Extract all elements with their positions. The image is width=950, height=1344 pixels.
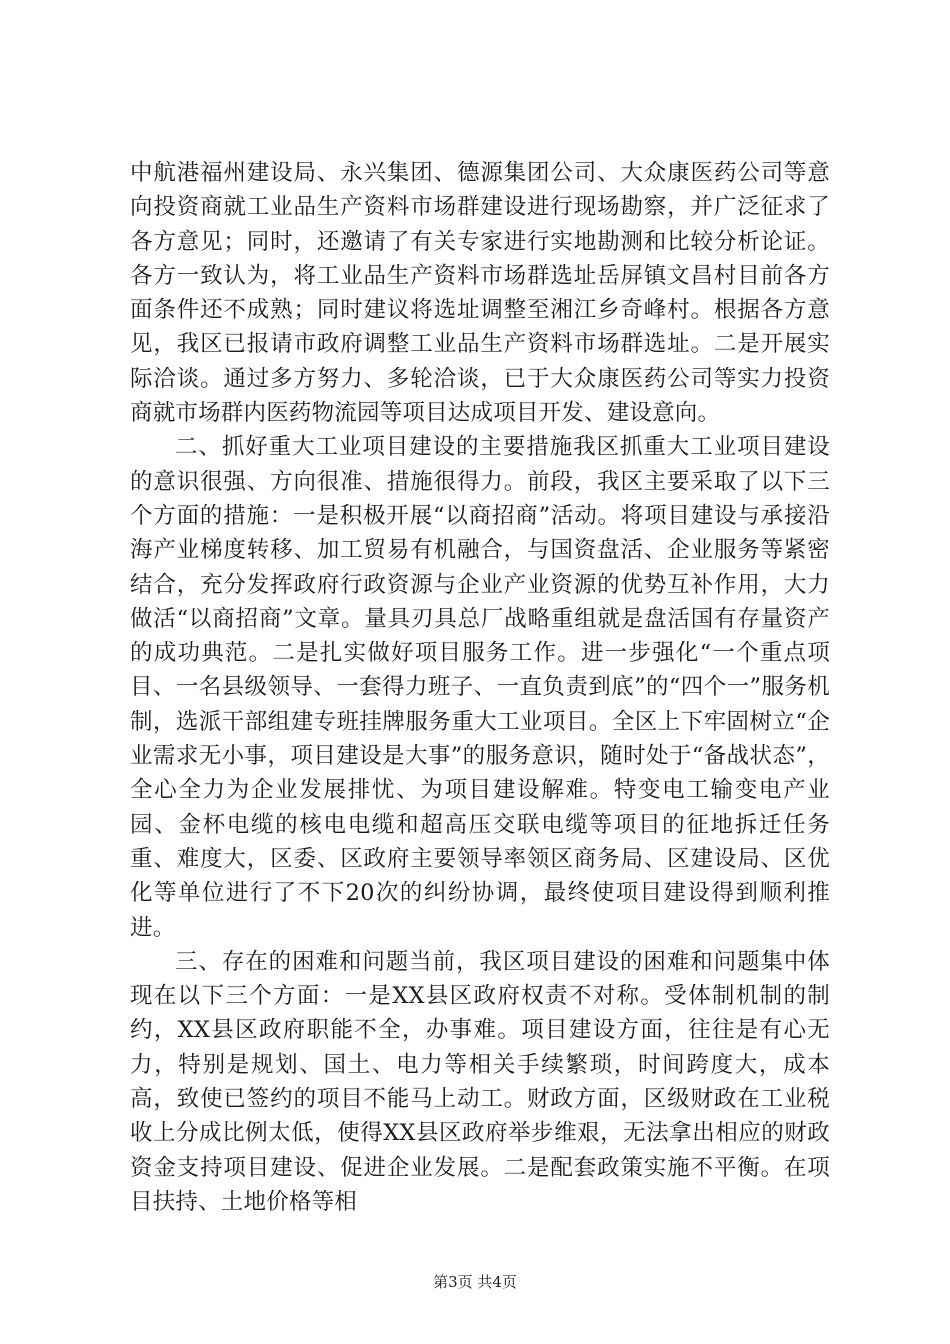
document-body xyxy=(130,156,830,1219)
page-footer: 第3页 共4页 xyxy=(433,1273,517,1291)
paragraph-2: 二、抓好重大工业项目建设的主要措施我区抓重大工业项目建设的意识很强、方向很准、措施很得力。前段，我区主要采取了以下三个方面的措施：一是积极开展“以商招商”活动。将项目建设与承接沿海产业梯度转移、加工贸易有机融合，与国资盘活、企业服务等紧密结合，充分发挥政府行政资源与企业产业资源的优势互补作用，大力做活“以商招商”文章。量具刃具总厂战略重组就是盘活国有存量资产的成功典范。二是扎实做好项目服务工作。进一步强化“一个重点项目、一名县级领导、一套得力班子、一直负责到底”的“四个一”服务机制，选派干部组建专班挂牌服务重大工业项目。全区上下牢固树立“企业需求无小事，项目建设是大事”的服务意识，随时处于“备战状态”，全心全力为企业发展排忧、为项目建设解难。特变电工输变电产业园、金杯电缆的核电电缆和超高压交联电缆等项目的征地拆迁任务重、难度大，区委、区政府主要领导率领区商务局、区建设局、区优化等单位进行了不下20次的纠纷协调，最终使项目建设得到顺利推进。 xyxy=(130,434,830,941)
paragraph-3: 三、存在的困难和问题当前，我区项目建设的困难和问题集中体现在以下三个方面：一是XX县区政府权责不对称。受体制机制的制约，XX县区政府职能不全，办事难。项目建设方面，往往是有心无力，特别是规划、国土、电力等相关手续繁琐，时间跨度大，成本高，致使已签约的项目不能马上动工。财政方面，区级财政在工业税收上分成比例太低，使得XX县区政府举步维艰，无法拿出相应的财政资金支持项目建设、促进企业发展。二是配套政策实施不平衡。在项目扶持、土地价格等相 xyxy=(130,948,830,1215)
paragraph-1: 中航港福州建设局、永兴集团、德源集团公司、大众康医药公司等意向投资商就工业品生产资料市场群建设进行现场勘察，并广泛征求了各方意见；同时，还邀请了有关专家进行实地勘测和比较分析论证。各方一致认为，将工业品生产资料市场群选址岳屏镇文昌村目前各方面条件还不成熟；同时建议将选址调整至湘江乡奇峰村。根据各方意见，我区已报请市政府调整工业品生产资料市场群选址。二是开展实际洽谈。通过多方努力、多轮洽谈，已于大众康医药公司等实力投资商就市场群内医药物流园等项目达成项目开发、建设意向。 xyxy=(130,160,830,427)
